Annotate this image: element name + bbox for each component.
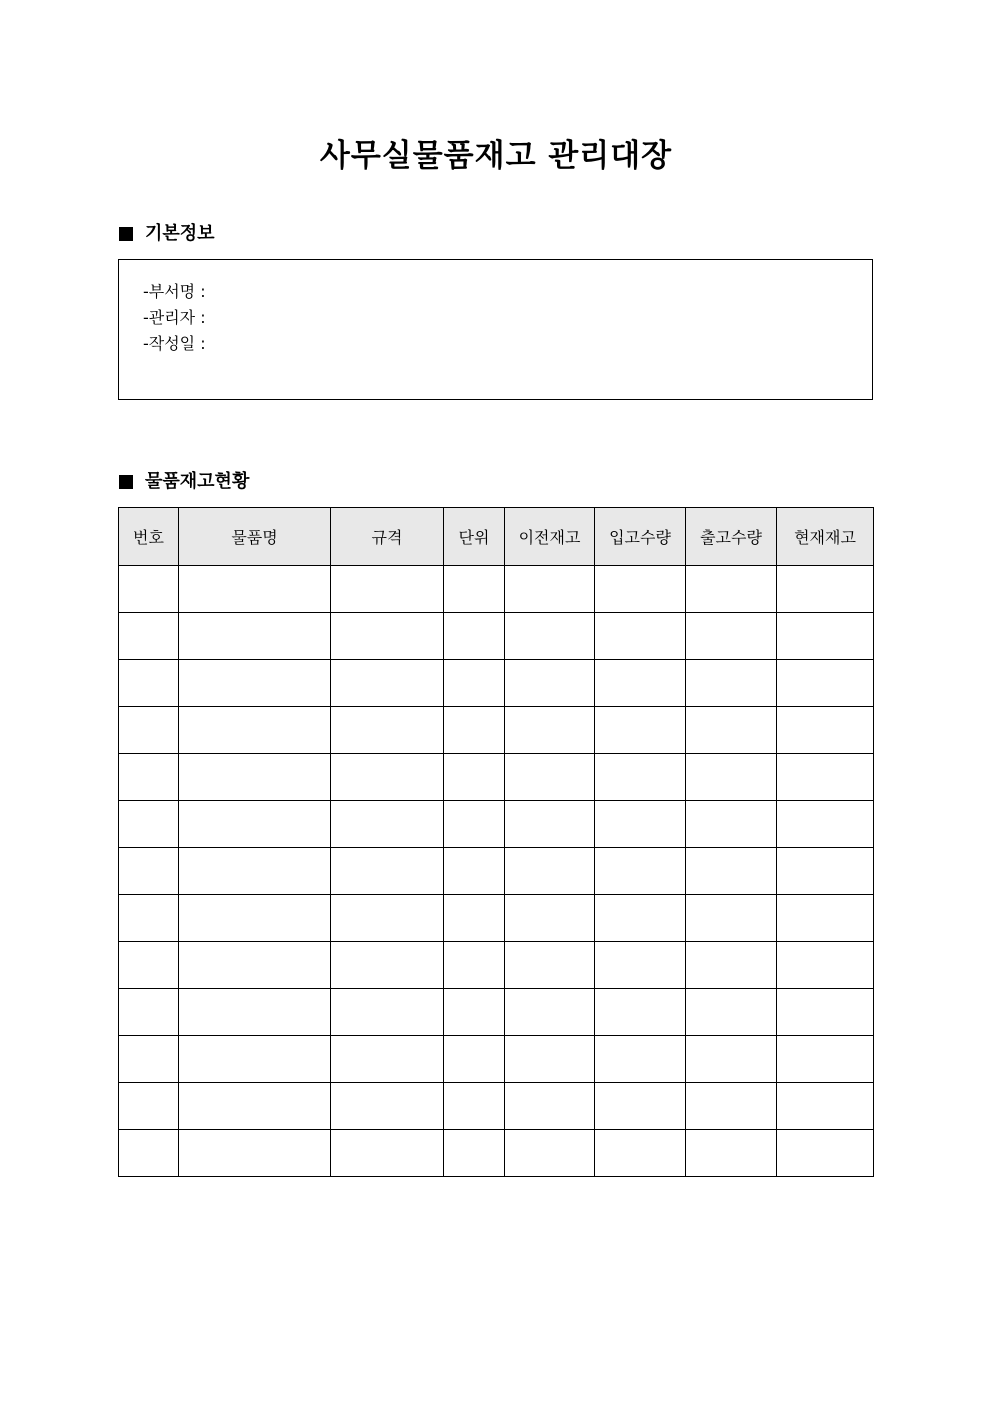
column-header-incoming-qty: 입고수량 [595, 508, 686, 566]
cell-outgoing-qty[interactable] [686, 707, 777, 754]
cell-previous-stock[interactable] [505, 566, 595, 613]
cell-current-stock[interactable] [777, 566, 874, 613]
square-bullet-icon [119, 475, 133, 489]
cell-incoming-qty[interactable] [595, 848, 686, 895]
table-row [119, 942, 874, 989]
cell-unit[interactable] [444, 1130, 505, 1177]
cell-spec[interactable] [331, 942, 444, 989]
date-field[interactable]: -작성일 : [143, 334, 206, 353]
cell-incoming-qty[interactable] [595, 1036, 686, 1083]
cell-spec[interactable] [331, 754, 444, 801]
table-row [119, 754, 874, 801]
cell-incoming-qty[interactable] [595, 895, 686, 942]
manager-field[interactable]: -관리자 : [143, 308, 206, 327]
column-header-item-name: 물품명 [179, 508, 331, 566]
cell-spec[interactable] [331, 895, 444, 942]
cell-unit[interactable] [444, 707, 505, 754]
cell-item-name[interactable] [179, 801, 331, 848]
table-row [119, 1036, 874, 1083]
cell-current-stock[interactable] [777, 754, 874, 801]
cell-incoming-qty[interactable] [595, 613, 686, 660]
table-row [119, 660, 874, 707]
department-field[interactable]: -부서명 : [143, 282, 206, 301]
cell-number[interactable] [119, 1130, 179, 1177]
cell-incoming-qty[interactable] [595, 754, 686, 801]
cell-number[interactable] [119, 1036, 179, 1083]
cell-spec[interactable] [331, 1036, 444, 1083]
cell-item-name[interactable] [179, 989, 331, 1036]
cell-spec[interactable] [331, 707, 444, 754]
cell-item-name[interactable] [179, 1036, 331, 1083]
cell-previous-stock[interactable] [505, 707, 595, 754]
cell-item-name[interactable] [179, 566, 331, 613]
cell-number[interactable] [119, 707, 179, 754]
cell-spec[interactable] [331, 989, 444, 1036]
cell-current-stock[interactable] [777, 895, 874, 942]
cell-outgoing-qty[interactable] [686, 942, 777, 989]
cell-current-stock[interactable] [777, 660, 874, 707]
cell-current-stock[interactable] [777, 848, 874, 895]
cell-item-name[interactable] [179, 895, 331, 942]
basic-info-heading [119, 222, 215, 246]
square-bullet-icon [119, 227, 133, 241]
cell-number[interactable] [119, 801, 179, 848]
cell-number[interactable] [119, 566, 179, 613]
cell-outgoing-qty[interactable] [686, 566, 777, 613]
cell-previous-stock[interactable] [505, 942, 595, 989]
cell-current-stock[interactable] [777, 1083, 874, 1130]
cell-current-stock[interactable] [777, 989, 874, 1036]
column-header-outgoing-qty: 출고수량 [686, 508, 777, 566]
cell-number[interactable] [119, 613, 179, 660]
cell-previous-stock[interactable] [505, 989, 595, 1036]
cell-unit[interactable] [444, 1036, 505, 1083]
cell-previous-stock[interactable] [505, 1036, 595, 1083]
stock-table-body [119, 566, 874, 1177]
table-row [119, 801, 874, 848]
cell-previous-stock[interactable] [505, 1083, 595, 1130]
cell-previous-stock[interactable] [505, 895, 595, 942]
document-title: 사무실물품재고 관리대장 [319, 138, 673, 174]
table-row [119, 566, 874, 613]
cell-current-stock[interactable] [777, 1130, 874, 1177]
table-row [119, 613, 874, 660]
table-row [119, 895, 874, 942]
cell-outgoing-qty[interactable] [686, 895, 777, 942]
cell-spec[interactable] [331, 566, 444, 613]
cell-spec[interactable] [331, 660, 444, 707]
cell-current-stock[interactable] [777, 613, 874, 660]
cell-item-name[interactable] [179, 754, 331, 801]
cell-number[interactable] [119, 942, 179, 989]
stock-status-heading-label: 물품재고현황 [145, 471, 250, 492]
cell-outgoing-qty[interactable] [686, 613, 777, 660]
cell-unit[interactable] [444, 801, 505, 848]
column-header-previous-stock: 이전재고 [505, 508, 595, 566]
cell-outgoing-qty[interactable] [686, 754, 777, 801]
cell-number[interactable] [119, 895, 179, 942]
cell-unit[interactable] [444, 613, 505, 660]
cell-previous-stock[interactable] [505, 613, 595, 660]
cell-number[interactable] [119, 754, 179, 801]
table-row [119, 1083, 874, 1130]
cell-spec[interactable] [331, 1083, 444, 1130]
cell-unit[interactable] [444, 989, 505, 1036]
basic-info-heading-label: 기본정보 [145, 223, 215, 244]
cell-unit[interactable] [444, 848, 505, 895]
cell-item-name[interactable] [179, 848, 331, 895]
column-header-unit: 단위 [444, 508, 505, 566]
basic-info-box [118, 259, 873, 400]
cell-previous-stock[interactable] [505, 801, 595, 848]
cell-spec[interactable] [331, 848, 444, 895]
table-row [119, 989, 874, 1036]
cell-item-name[interactable] [179, 707, 331, 754]
cell-incoming-qty[interactable] [595, 989, 686, 1036]
cell-outgoing-qty[interactable] [686, 660, 777, 707]
cell-previous-stock[interactable] [505, 660, 595, 707]
cell-incoming-qty[interactable] [595, 1083, 686, 1130]
cell-unit[interactable] [444, 566, 505, 613]
cell-outgoing-qty[interactable] [686, 1130, 777, 1177]
cell-item-name[interactable] [179, 942, 331, 989]
cell-previous-stock[interactable] [505, 848, 595, 895]
cell-incoming-qty[interactable] [595, 707, 686, 754]
stock-status-heading [119, 470, 249, 494]
cell-item-name[interactable] [179, 1083, 331, 1130]
column-header-number: 번호 [119, 508, 179, 566]
cell-number[interactable] [119, 660, 179, 707]
cell-incoming-qty[interactable] [595, 566, 686, 613]
table-header-row [119, 508, 874, 566]
cell-spec[interactable] [331, 1130, 444, 1177]
column-header-current-stock: 현재재고 [777, 508, 874, 566]
cell-number[interactable] [119, 1083, 179, 1130]
cell-item-name[interactable] [179, 613, 331, 660]
cell-incoming-qty[interactable] [595, 1130, 686, 1177]
cell-unit[interactable] [444, 1083, 505, 1130]
cell-unit[interactable] [444, 754, 505, 801]
cell-unit[interactable] [444, 942, 505, 989]
cell-current-stock[interactable] [777, 942, 874, 989]
column-header-spec: 규격 [331, 508, 444, 566]
cell-number[interactable] [119, 848, 179, 895]
cell-item-name[interactable] [179, 1130, 331, 1177]
cell-outgoing-qty[interactable] [686, 848, 777, 895]
cell-incoming-qty[interactable] [595, 660, 686, 707]
cell-outgoing-qty[interactable] [686, 801, 777, 848]
cell-outgoing-qty[interactable] [686, 1083, 777, 1130]
cell-unit[interactable] [444, 660, 505, 707]
table-row [119, 707, 874, 754]
cell-outgoing-qty[interactable] [686, 989, 777, 1036]
cell-current-stock[interactable] [777, 1036, 874, 1083]
cell-current-stock[interactable] [777, 801, 874, 848]
table-row [119, 848, 874, 895]
cell-outgoing-qty[interactable] [686, 1036, 777, 1083]
cell-incoming-qty[interactable] [595, 942, 686, 989]
cell-previous-stock[interactable] [505, 1130, 595, 1177]
cell-incoming-qty[interactable] [595, 801, 686, 848]
cell-current-stock[interactable] [777, 707, 874, 754]
stock-table [118, 507, 874, 1177]
cell-previous-stock[interactable] [505, 754, 595, 801]
table-row [119, 1130, 874, 1177]
cell-unit[interactable] [444, 895, 505, 942]
cell-spec[interactable] [331, 613, 444, 660]
cell-number[interactable] [119, 989, 179, 1036]
cell-item-name[interactable] [179, 660, 331, 707]
cell-spec[interactable] [331, 801, 444, 848]
